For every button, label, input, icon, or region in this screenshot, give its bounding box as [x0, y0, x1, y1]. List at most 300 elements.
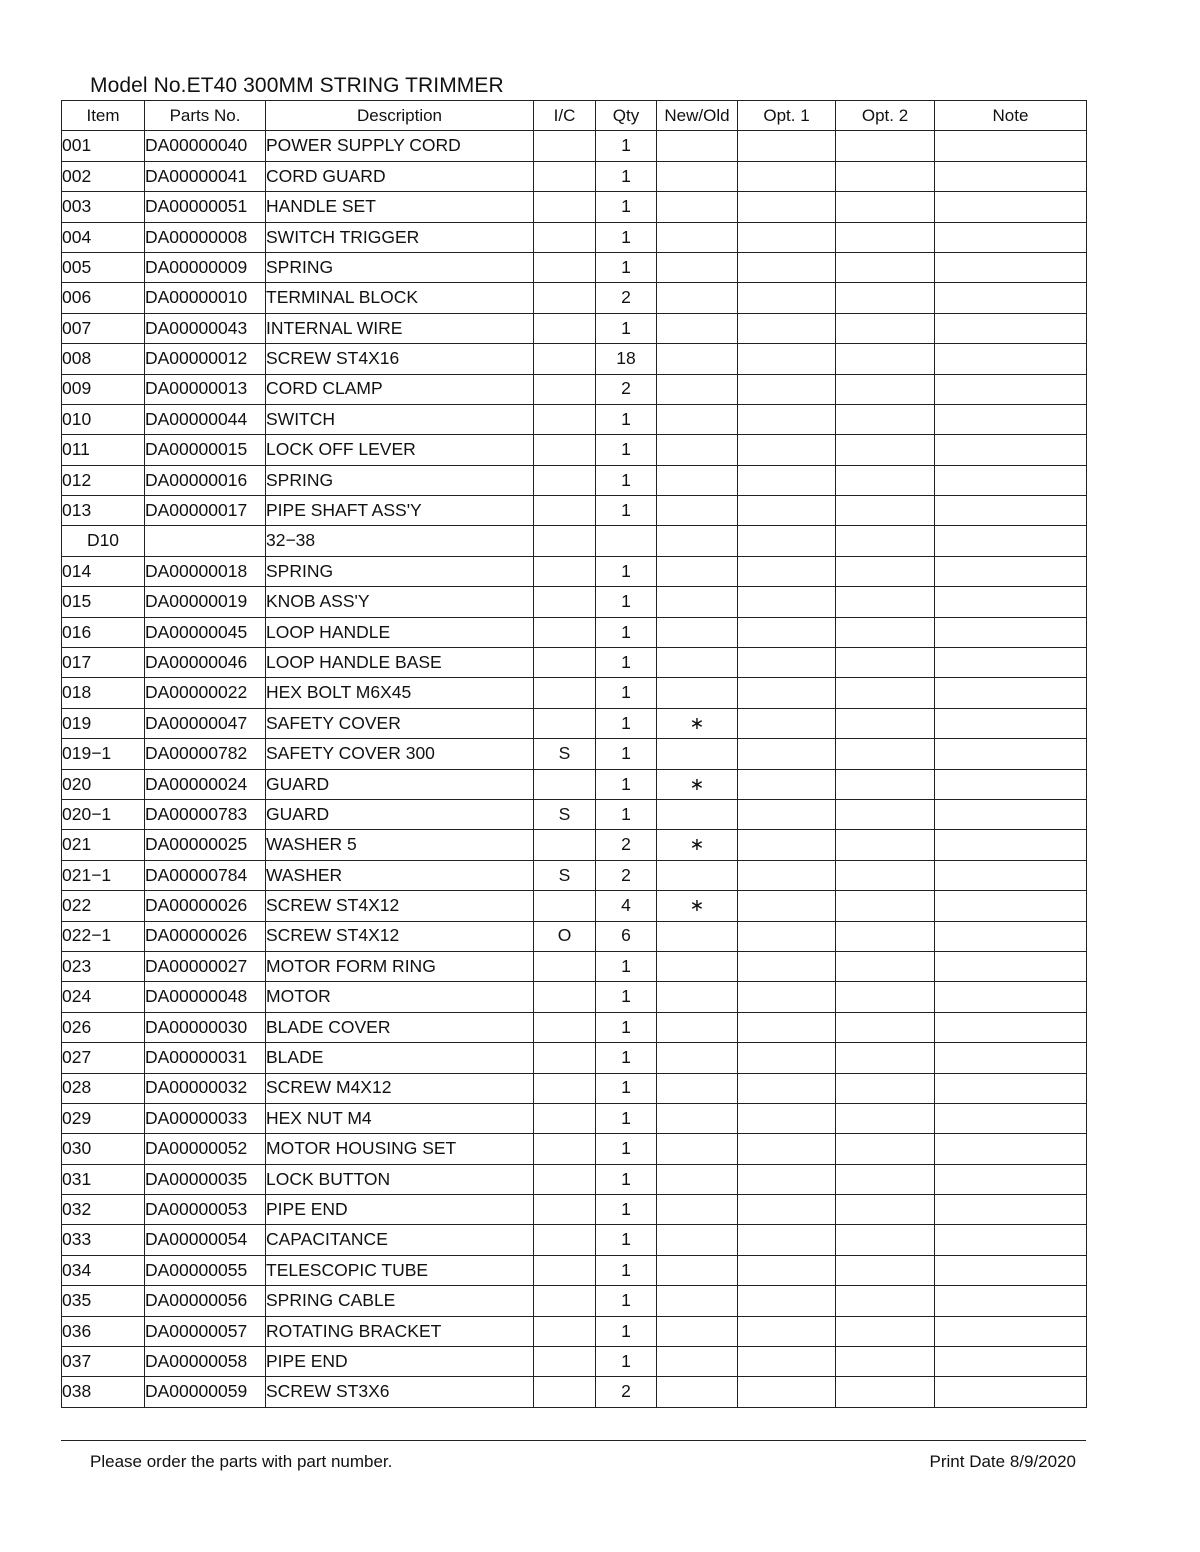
cell-opt2: [836, 1043, 935, 1073]
cell-new-old: [657, 131, 738, 161]
cell-opt2: [836, 587, 935, 617]
table-row: [62, 131, 1087, 161]
table-row: [62, 769, 1087, 799]
cell-new-old: [657, 951, 738, 981]
cell-item: 019: [62, 708, 145, 738]
cell-item: 020: [62, 769, 145, 799]
cell-item: 015: [62, 587, 145, 617]
footer-print-date: Print Date 8/9/2020: [929, 1452, 1076, 1471]
cell-opt1: [738, 1103, 836, 1133]
cell-new-old: [657, 739, 738, 769]
cell-description: SCREW ST4X16: [266, 344, 534, 374]
cell-opt2: [836, 404, 935, 434]
cell-qty: 1: [596, 1073, 657, 1103]
cell-note: [935, 1103, 1087, 1133]
cell-note: [935, 556, 1087, 586]
cell-description: MOTOR: [266, 982, 534, 1012]
cell-item: 032: [62, 1195, 145, 1225]
cell-note: [935, 1073, 1087, 1103]
cell-description: CORD GUARD: [266, 161, 534, 191]
cell-ic: [534, 587, 596, 617]
cell-ic: [534, 222, 596, 252]
cell-item: 019−1: [62, 739, 145, 769]
cell-opt2: [836, 283, 935, 313]
cell-parts-no: DA00000043: [145, 313, 266, 343]
header-new-old: New/Old: [657, 101, 738, 131]
cell-note: [935, 1377, 1087, 1407]
cell-note: [935, 404, 1087, 434]
cell-item: 024: [62, 982, 145, 1012]
cell-ic: [534, 283, 596, 313]
cell-qty: 1: [596, 769, 657, 799]
table-row: [62, 739, 1087, 769]
page-title: Model No.ET40 300MM STRING TRIMMER: [90, 74, 504, 97]
table-row: [62, 556, 1087, 586]
cell-description: WASHER: [266, 860, 534, 890]
cell-qty: 1: [596, 556, 657, 586]
cell-ic: [534, 769, 596, 799]
cell-opt1: [738, 1012, 836, 1042]
cell-item: 029: [62, 1103, 145, 1133]
cell-item: 037: [62, 1347, 145, 1377]
cell-ic: [534, 1255, 596, 1285]
cell-ic: S: [534, 860, 596, 890]
cell-description: MOTOR HOUSING SET: [266, 1134, 534, 1164]
cell-opt2: [836, 161, 935, 191]
cell-description: LOOP HANDLE: [266, 617, 534, 647]
cell-new-old: [657, 526, 738, 556]
cell-opt1: [738, 1164, 836, 1194]
cell-opt2: [836, 799, 935, 829]
table-row: [62, 648, 1087, 678]
cell-qty: 2: [596, 374, 657, 404]
cell-qty: 1: [596, 1103, 657, 1133]
cell-opt2: [836, 1195, 935, 1225]
cell-opt2: [836, 1316, 935, 1346]
cell-note: [935, 161, 1087, 191]
cell-parts-no: DA00000051: [145, 192, 266, 222]
table-body: [62, 131, 1087, 1407]
cell-note: [935, 1043, 1087, 1073]
cell-opt1: [738, 1043, 836, 1073]
cell-parts-no: DA00000027: [145, 951, 266, 981]
parts-table: [61, 100, 1087, 1408]
cell-ic: [534, 1316, 596, 1346]
cell-opt2: [836, 769, 935, 799]
cell-new-old: [657, 982, 738, 1012]
cell-new-old: [657, 404, 738, 434]
cell-new-old: [657, 1255, 738, 1285]
cell-new-old: [657, 1134, 738, 1164]
cell-parts-no: DA00000012: [145, 344, 266, 374]
cell-parts-no: DA00000024: [145, 769, 266, 799]
table-row: [62, 951, 1087, 981]
cell-qty: 1: [596, 435, 657, 465]
table-row: [62, 283, 1087, 313]
cell-item: 012: [62, 465, 145, 495]
cell-parts-no: DA00000022: [145, 678, 266, 708]
cell-new-old: [657, 161, 738, 191]
cell-ic: [534, 192, 596, 222]
cell-qty: 1: [596, 1225, 657, 1255]
cell-new-old: [657, 1164, 738, 1194]
cell-new-old: ∗: [657, 708, 738, 738]
table-row: [62, 526, 1087, 556]
table-row: [62, 192, 1087, 222]
table-row: [62, 1377, 1087, 1407]
cell-description: SCREW M4X12: [266, 1073, 534, 1103]
cell-ic: [534, 1103, 596, 1133]
cell-new-old: [657, 1103, 738, 1133]
cell-description: WASHER 5: [266, 830, 534, 860]
cell-opt1: [738, 830, 836, 860]
cell-description: SAFETY COVER: [266, 708, 534, 738]
cell-opt1: [738, 1255, 836, 1285]
cell-new-old: ∗: [657, 769, 738, 799]
cell-qty: 1: [596, 1255, 657, 1285]
cell-ic: [534, 252, 596, 282]
table-header: [62, 101, 1087, 131]
cell-opt2: [836, 708, 935, 738]
table-row: [62, 313, 1087, 343]
cell-new-old: [657, 496, 738, 526]
cell-qty: 6: [596, 921, 657, 951]
cell-opt2: [836, 496, 935, 526]
cell-opt2: [836, 648, 935, 678]
cell-description: SAFETY COVER 300: [266, 739, 534, 769]
cell-parts-no: DA00000035: [145, 1164, 266, 1194]
cell-parts-no: DA00000047: [145, 708, 266, 738]
cell-qty: 2: [596, 830, 657, 860]
cell-opt2: [836, 435, 935, 465]
cell-new-old: [657, 860, 738, 890]
cell-qty: 1: [596, 252, 657, 282]
cell-new-old: ∗: [657, 830, 738, 860]
cell-ic: S: [534, 739, 596, 769]
cell-ic: [534, 1286, 596, 1316]
cell-item: 034: [62, 1255, 145, 1285]
cell-note: [935, 283, 1087, 313]
cell-new-old: [657, 1286, 738, 1316]
cell-item: 023: [62, 951, 145, 981]
cell-ic: [534, 526, 596, 556]
table-row: [62, 678, 1087, 708]
cell-parts-no: DA00000008: [145, 222, 266, 252]
cell-item: 003: [62, 192, 145, 222]
cell-ic: [534, 374, 596, 404]
cell-note: [935, 769, 1087, 799]
header-ic: I/C: [534, 101, 596, 131]
cell-qty: 2: [596, 860, 657, 890]
cell-note: [935, 1134, 1087, 1164]
table-row: [62, 1347, 1087, 1377]
cell-description: SPRING: [266, 556, 534, 586]
cell-item: 013: [62, 496, 145, 526]
cell-item: 010: [62, 404, 145, 434]
cell-opt2: [836, 1103, 935, 1133]
cell-opt1: [738, 1377, 836, 1407]
cell-item: 008: [62, 344, 145, 374]
cell-opt2: [836, 222, 935, 252]
cell-item: 005: [62, 252, 145, 282]
cell-ic: [534, 313, 596, 343]
cell-note: [935, 921, 1087, 951]
cell-qty: 1: [596, 739, 657, 769]
cell-description: TELESCOPIC TUBE: [266, 1255, 534, 1285]
cell-note: [935, 587, 1087, 617]
cell-opt2: [836, 617, 935, 647]
cell-ic: [534, 1012, 596, 1042]
cell-description: SCREW ST4X12: [266, 921, 534, 951]
cell-item: 017: [62, 648, 145, 678]
cell-opt1: [738, 678, 836, 708]
cell-opt2: [836, 192, 935, 222]
cell-note: [935, 1195, 1087, 1225]
cell-new-old: [657, 344, 738, 374]
cell-description: GUARD: [266, 769, 534, 799]
cell-new-old: [657, 435, 738, 465]
cell-parts-no: DA00000784: [145, 860, 266, 890]
cell-note: [935, 830, 1087, 860]
cell-new-old: [657, 192, 738, 222]
cell-description: LOOP HANDLE BASE: [266, 648, 534, 678]
cell-new-old: [657, 1043, 738, 1073]
table-row: [62, 496, 1087, 526]
cell-description: HEX NUT M4: [266, 1103, 534, 1133]
header-opt1: Opt. 1: [738, 101, 836, 131]
cell-qty: 1: [596, 1134, 657, 1164]
table-row: [62, 1103, 1087, 1133]
cell-qty: 1: [596, 1012, 657, 1042]
cell-qty: 2: [596, 283, 657, 313]
cell-parts-no: DA00000048: [145, 982, 266, 1012]
cell-description: PIPE SHAFT ASS'Y: [266, 496, 534, 526]
cell-new-old: [657, 1377, 738, 1407]
cell-new-old: [657, 283, 738, 313]
cell-opt2: [836, 1286, 935, 1316]
cell-qty: 1: [596, 617, 657, 647]
cell-opt1: [738, 1316, 836, 1346]
table-row: [62, 435, 1087, 465]
cell-ic: [534, 496, 596, 526]
cell-item: 020−1: [62, 799, 145, 829]
cell-new-old: [657, 648, 738, 678]
cell-new-old: [657, 1195, 738, 1225]
table-row: [62, 587, 1087, 617]
cell-opt1: [738, 921, 836, 951]
cell-opt2: [836, 556, 935, 586]
cell-opt1: [738, 404, 836, 434]
cell-description: 32−38: [266, 526, 534, 556]
cell-ic: [534, 1195, 596, 1225]
cell-opt1: [738, 252, 836, 282]
cell-item: 018: [62, 678, 145, 708]
table-row: [62, 404, 1087, 434]
cell-new-old: [657, 799, 738, 829]
table-row: [62, 1255, 1087, 1285]
cell-qty: 1: [596, 313, 657, 343]
header-qty: Qty: [596, 101, 657, 131]
table-row: [62, 617, 1087, 647]
cell-note: [935, 344, 1087, 374]
cell-opt1: [738, 708, 836, 738]
cell-parts-no: DA00000018: [145, 556, 266, 586]
cell-item: 021: [62, 830, 145, 860]
cell-ic: [534, 1134, 596, 1164]
cell-description: TERMINAL BLOCK: [266, 283, 534, 313]
cell-item: 006: [62, 283, 145, 313]
cell-ic: [534, 1347, 596, 1377]
cell-ic: O: [534, 921, 596, 951]
cell-item: 022: [62, 891, 145, 921]
cell-parts-no: DA00000056: [145, 1286, 266, 1316]
cell-description: HANDLE SET: [266, 192, 534, 222]
cell-parts-no: DA00000058: [145, 1347, 266, 1377]
cell-qty: 1: [596, 587, 657, 617]
cell-note: [935, 374, 1087, 404]
cell-ic: [534, 404, 596, 434]
cell-item: 002: [62, 161, 145, 191]
cell-description: CORD CLAMP: [266, 374, 534, 404]
cell-parts-no: DA00000057: [145, 1316, 266, 1346]
cell-description: SPRING CABLE: [266, 1286, 534, 1316]
cell-note: [935, 1347, 1087, 1377]
cell-item: 035: [62, 1286, 145, 1316]
cell-item: 021−1: [62, 860, 145, 890]
cell-qty: 4: [596, 891, 657, 921]
table-row: [62, 1043, 1087, 1073]
table-row: [62, 1164, 1087, 1194]
cell-new-old: [657, 587, 738, 617]
cell-item: 014: [62, 556, 145, 586]
cell-item: 001: [62, 131, 145, 161]
cell-item: 030: [62, 1134, 145, 1164]
header-item: Item: [62, 101, 145, 131]
cell-note: [935, 1255, 1087, 1285]
cell-parts-no: DA00000044: [145, 404, 266, 434]
cell-note: [935, 739, 1087, 769]
cell-new-old: [657, 556, 738, 586]
cell-opt2: [836, 1225, 935, 1255]
cell-opt2: [836, 374, 935, 404]
cell-opt1: [738, 374, 836, 404]
cell-note: [935, 1012, 1087, 1042]
cell-note: [935, 465, 1087, 495]
cell-opt2: [836, 951, 935, 981]
cell-description: POWER SUPPLY CORD: [266, 131, 534, 161]
cell-qty: 1: [596, 192, 657, 222]
cell-new-old: ∗: [657, 891, 738, 921]
cell-opt2: [836, 1012, 935, 1042]
cell-ic: [534, 1377, 596, 1407]
table-row: [62, 982, 1087, 1012]
cell-new-old: [657, 617, 738, 647]
cell-note: [935, 1286, 1087, 1316]
cell-note: [935, 951, 1087, 981]
cell-parts-no: DA00000040: [145, 131, 266, 161]
cell-new-old: [657, 252, 738, 282]
cell-qty: 1: [596, 678, 657, 708]
cell-ic: [534, 982, 596, 1012]
cell-opt2: [836, 1377, 935, 1407]
cell-note: [935, 435, 1087, 465]
cell-item: D10: [62, 526, 145, 556]
cell-note: [935, 192, 1087, 222]
cell-parts-no: DA00000054: [145, 1225, 266, 1255]
cell-parts-no: DA00000045: [145, 617, 266, 647]
cell-description: ROTATING BRACKET: [266, 1316, 534, 1346]
cell-qty: 2: [596, 1377, 657, 1407]
cell-qty: 1: [596, 1195, 657, 1225]
cell-parts-no: DA00000033: [145, 1103, 266, 1133]
cell-item: 007: [62, 313, 145, 343]
cell-new-old: [657, 465, 738, 495]
cell-parts-no: DA00000031: [145, 1043, 266, 1073]
cell-description: PIPE END: [266, 1195, 534, 1225]
cell-opt1: [738, 1286, 836, 1316]
cell-new-old: [657, 222, 738, 252]
table-row: [62, 1012, 1087, 1042]
cell-opt1: [738, 435, 836, 465]
cell-qty: 1: [596, 1043, 657, 1073]
cell-qty: 1: [596, 982, 657, 1012]
cell-opt1: [738, 131, 836, 161]
cell-item: 027: [62, 1043, 145, 1073]
header-description: Description: [266, 101, 534, 131]
cell-opt2: [836, 465, 935, 495]
cell-opt2: [836, 678, 935, 708]
cell-parts-no: DA00000026: [145, 891, 266, 921]
cell-parts-no: DA00000013: [145, 374, 266, 404]
cell-opt1: [738, 192, 836, 222]
cell-item: 036: [62, 1316, 145, 1346]
cell-ic: [534, 465, 596, 495]
cell-opt1: [738, 222, 836, 252]
cell-description: INTERNAL WIRE: [266, 313, 534, 343]
cell-opt1: [738, 556, 836, 586]
cell-note: [935, 708, 1087, 738]
cell-ic: [534, 951, 596, 981]
table-row: [62, 1134, 1087, 1164]
cell-item: 004: [62, 222, 145, 252]
cell-opt2: [836, 131, 935, 161]
cell-parts-no: DA00000046: [145, 648, 266, 678]
cell-description: LOCK BUTTON: [266, 1164, 534, 1194]
cell-description: SWITCH TRIGGER: [266, 222, 534, 252]
cell-note: [935, 860, 1087, 890]
cell-parts-no: DA00000059: [145, 1377, 266, 1407]
cell-note: [935, 526, 1087, 556]
cell-description: SPRING: [266, 465, 534, 495]
cell-parts-no: DA00000015: [145, 435, 266, 465]
cell-opt2: [836, 1073, 935, 1103]
cell-note: [935, 131, 1087, 161]
cell-item: 031: [62, 1164, 145, 1194]
cell-description: SWITCH: [266, 404, 534, 434]
cell-ic: [534, 708, 596, 738]
table-row: [62, 708, 1087, 738]
cell-qty: 1: [596, 1316, 657, 1346]
cell-ic: [534, 648, 596, 678]
cell-opt2: [836, 526, 935, 556]
cell-ic: [534, 1164, 596, 1194]
cell-description: PIPE END: [266, 1347, 534, 1377]
cell-description: BLADE: [266, 1043, 534, 1073]
cell-ic: [534, 131, 596, 161]
cell-item: 009: [62, 374, 145, 404]
cell-new-old: [657, 374, 738, 404]
cell-opt1: [738, 1073, 836, 1103]
